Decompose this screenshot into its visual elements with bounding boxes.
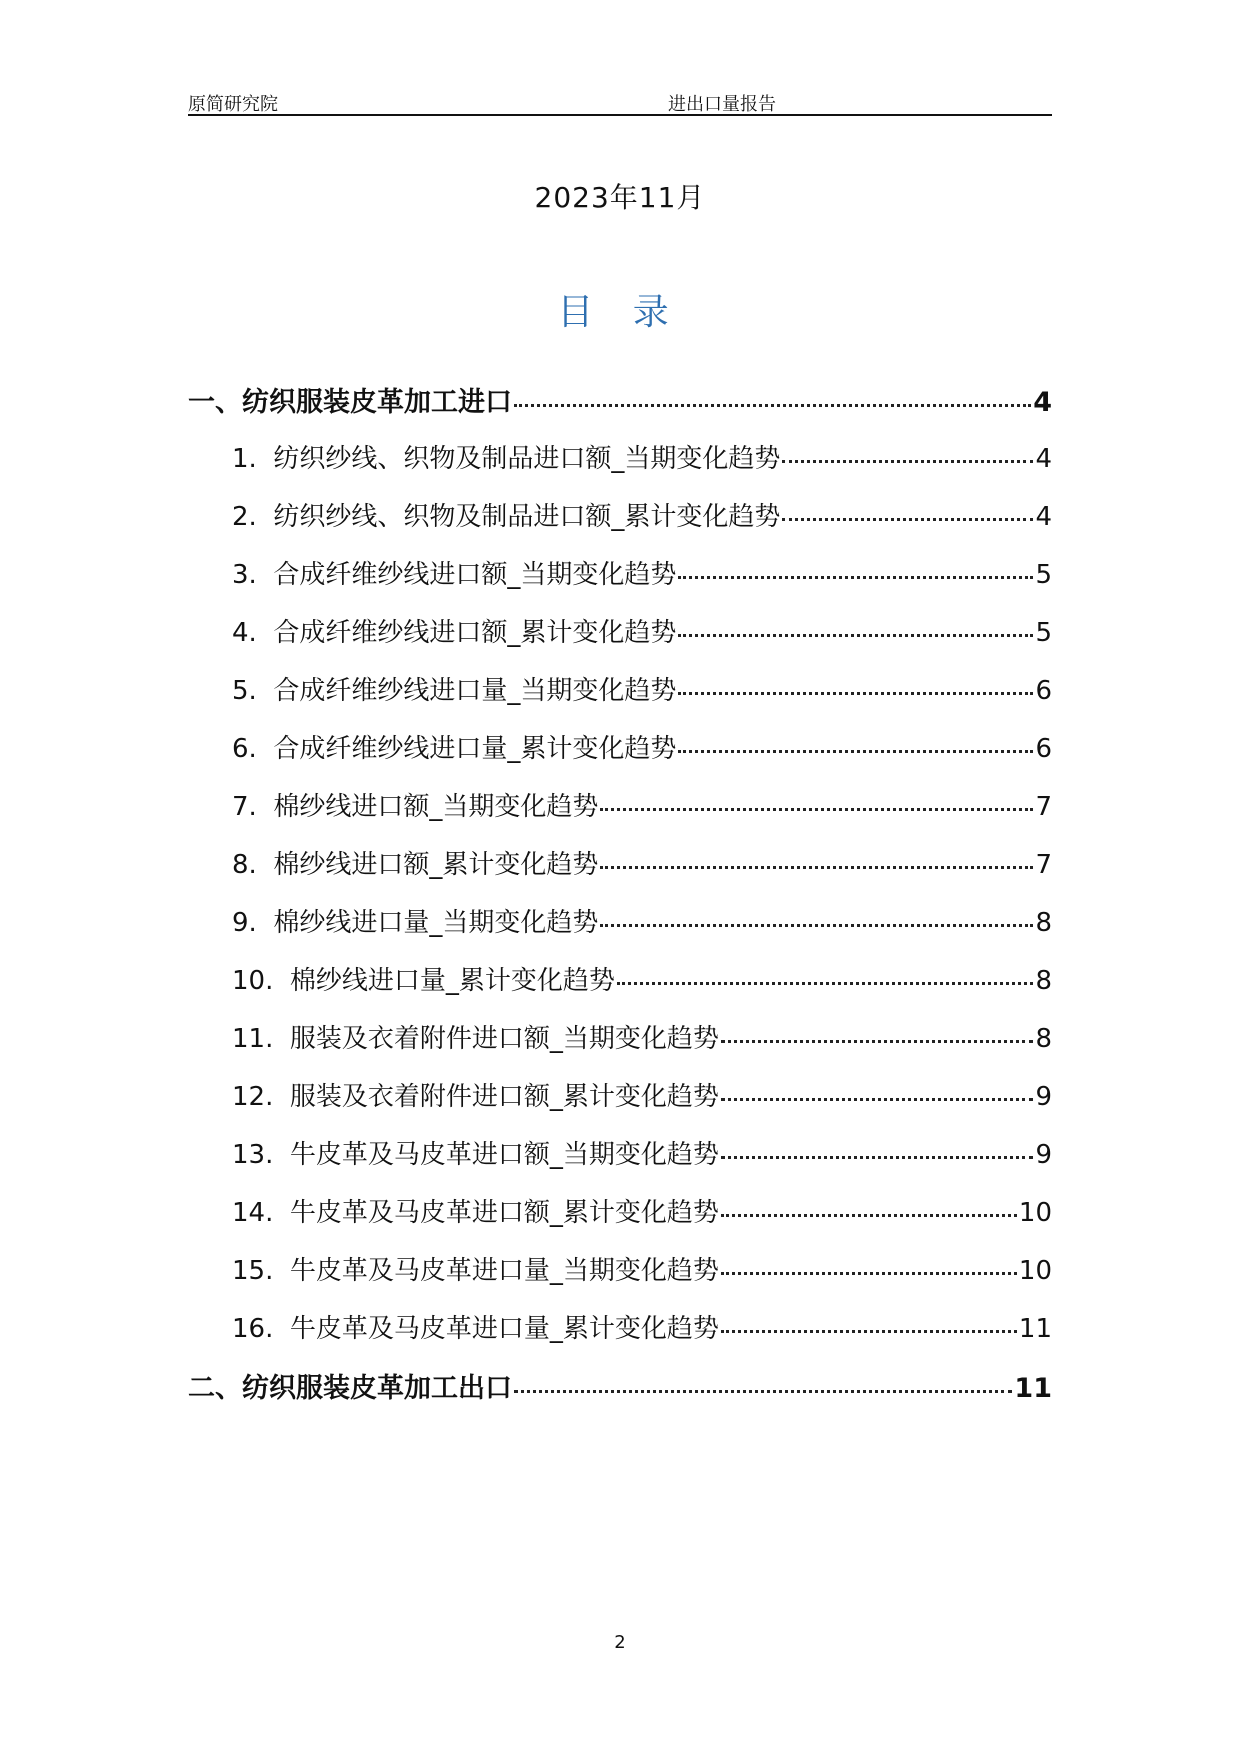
toc-entry-label: 一、纺织服装皮革加工进口 bbox=[188, 387, 512, 418]
toc-entry[interactable]: 7. 棉纱线进口额_当期变化趋势 7 bbox=[188, 786, 1052, 826]
toc-entry-label: 牛皮革及马皮革进口额_累计变化趋势 bbox=[289, 1198, 719, 1228]
toc-entry[interactable] bbox=[188, 380, 1052, 420]
report-date: 2023年11月 bbox=[534, 181, 706, 214]
toc-entry[interactable]: 5. 合成纤维纱线进口量_当期变化趋势 6 bbox=[188, 670, 1052, 710]
toc-title: 目 录 bbox=[557, 292, 683, 333]
toc-entry[interactable]: 11. 服装及衣着附件进口额_当期变化趋势 8 bbox=[188, 1018, 1052, 1058]
toc-entry[interactable]: 2. 纺织纱线、织物及制品进口额_累计变化趋势 4 bbox=[188, 496, 1052, 536]
toc-entry-label: 牛皮革及马皮革进口量_累计变化趋势 bbox=[289, 1314, 719, 1344]
toc-entry-page: 11 bbox=[1014, 1373, 1052, 1404]
toc-entry-label: 合成纤维纱线进口量_当期变化趋势 bbox=[273, 676, 677, 706]
toc-entry-label: 棉纱线进口量_累计变化趋势 bbox=[289, 966, 615, 996]
toc-entry-page: 8 bbox=[1035, 908, 1052, 938]
toc-entry-label: 二、纺织服装皮革加工出口 bbox=[188, 1373, 512, 1404]
toc-entry[interactable]: 12. 服装及衣着附件进口额_累计变化趋势 9 bbox=[188, 1076, 1052, 1116]
toc-entry-label: 合成纤维纱线进口额_当期变化趋势 bbox=[273, 560, 677, 590]
toc-entry-page: 6 bbox=[1035, 676, 1052, 706]
header-organization: 原简研究院 bbox=[188, 94, 278, 115]
toc-entry-page: 5 bbox=[1035, 618, 1052, 648]
toc-entry[interactable]: 14. 牛皮革及马皮革进口额_累计变化趋势 10 bbox=[188, 1192, 1052, 1232]
toc-entry[interactable]: 6. 合成纤维纱线进口量_累计变化趋势 6 bbox=[188, 728, 1052, 768]
toc-entry-label: 合成纤维纱线进口额_累计变化趋势 bbox=[273, 618, 677, 648]
page-number: 2 bbox=[614, 1632, 626, 1653]
toc-entry-page: 4 bbox=[1033, 387, 1052, 418]
toc-entry-label: 纺织纱线、织物及制品进口额_当期变化趋势 bbox=[273, 444, 781, 474]
toc-entry-page: 9 bbox=[1035, 1082, 1052, 1112]
toc-entry-page: 8 bbox=[1035, 1024, 1052, 1054]
toc-entry-label: 棉纱线进口额_当期变化趋势 bbox=[273, 792, 599, 822]
toc-entry-label: 棉纱线进口量_当期变化趋势 bbox=[273, 908, 599, 938]
toc-entry[interactable]: 13. 牛皮革及马皮革进口额_当期变化趋势 9 bbox=[188, 1134, 1052, 1174]
toc-entry-page: 7 bbox=[1035, 792, 1052, 822]
toc-entry[interactable]: 15. 牛皮革及马皮革进口量_当期变化趋势 10 bbox=[188, 1250, 1052, 1290]
toc-entry-page: 10 bbox=[1018, 1198, 1052, 1228]
toc-entry-label: 牛皮革及马皮革进口量_当期变化趋势 bbox=[289, 1256, 719, 1286]
header-report-title: 进出口量报告 bbox=[668, 94, 776, 115]
toc-entry[interactable]: 16. 牛皮革及马皮革进口量_累计变化趋势 11 bbox=[188, 1308, 1052, 1348]
toc-entry[interactable]: 9. 棉纱线进口量_当期变化趋势 8 bbox=[188, 902, 1052, 942]
toc-entry[interactable]: 10. 棉纱线进口量_累计变化趋势 8 bbox=[188, 960, 1052, 1000]
toc-entry[interactable] bbox=[188, 1366, 1052, 1406]
toc-entry[interactable]: 8. 棉纱线进口额_累计变化趋势 7 bbox=[188, 844, 1052, 884]
toc-entry-page: 10 bbox=[1018, 1256, 1052, 1286]
toc-entry-label: 服装及衣着附件进口额_当期变化趋势 bbox=[289, 1024, 719, 1054]
toc-entry-page: 5 bbox=[1035, 560, 1052, 590]
toc-entry-page: 8 bbox=[1035, 966, 1052, 996]
toc-entry[interactable]: 3. 合成纤维纱线进口额_当期变化趋势 5 bbox=[188, 554, 1052, 594]
toc-entry-page: 4 bbox=[1035, 444, 1052, 474]
toc-entry-page: 11 bbox=[1018, 1314, 1052, 1344]
toc-entry-label: 合成纤维纱线进口量_累计变化趋势 bbox=[273, 734, 677, 764]
toc-entry-label: 纺织纱线、织物及制品进口额_累计变化趋势 bbox=[273, 502, 781, 532]
toc-entry[interactable]: 1. 纺织纱线、织物及制品进口额_当期变化趋势 4 bbox=[188, 438, 1052, 478]
toc-entry-label: 棉纱线进口额_累计变化趋势 bbox=[273, 850, 599, 880]
toc-entry-page: 7 bbox=[1035, 850, 1052, 880]
page-header bbox=[188, 86, 1052, 116]
toc-entry[interactable]: 4. 合成纤维纱线进口额_累计变化趋势 5 bbox=[188, 612, 1052, 652]
toc-entry-label: 牛皮革及马皮革进口额_当期变化趋势 bbox=[289, 1140, 719, 1170]
toc-entry-page: 4 bbox=[1035, 502, 1052, 532]
toc-entry-page: 9 bbox=[1035, 1140, 1052, 1170]
toc-entry-page: 6 bbox=[1035, 734, 1052, 764]
toc-entry-label: 服装及衣着附件进口额_累计变化趋势 bbox=[289, 1082, 719, 1112]
